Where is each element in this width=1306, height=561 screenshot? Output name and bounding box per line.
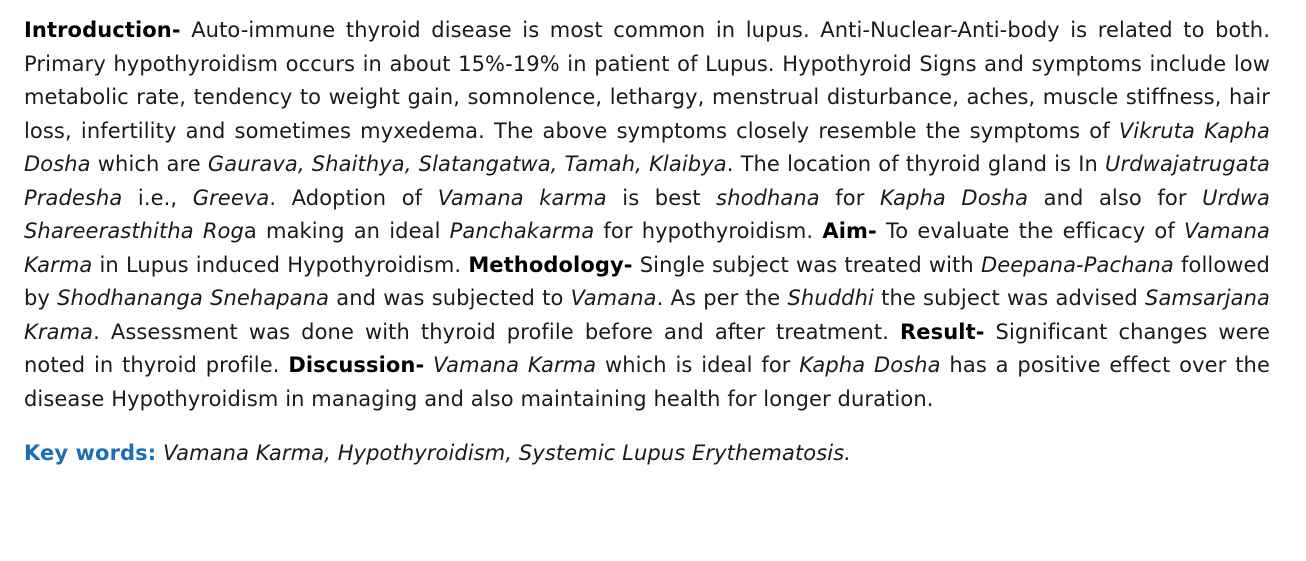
italic-term: Vamana Karma: [424, 353, 597, 377]
text-segment: which are: [90, 152, 208, 176]
italic-term: Vamana karma: [437, 185, 607, 210]
italic-term: Vikruta Kapha Dosha: [24, 118, 1270, 176]
italic-term: Shodhananga Snehapana: [57, 286, 330, 310]
text-segment: is best: [606, 185, 717, 210]
text-segment: for: [819, 185, 880, 210]
text-segment: . Adoption of: [269, 185, 438, 210]
text-segment: . Assessment was done with thyroid profile before and after treatment.: [93, 319, 901, 344]
text-segment: has a positive effect over the disease Hypothyroidism in managing and also maintaining health for longer duration.: [24, 353, 1270, 411]
discussion-heading: Discussion-: [288, 353, 425, 377]
abstract-page: [24, 14, 1270, 471]
text-segment: for hypothyroidism.: [594, 219, 823, 243]
italic-term: Shuddhi: [787, 286, 874, 310]
italic-term: Kapha Dosha: [799, 353, 941, 377]
result-heading: Result-: [900, 319, 985, 344]
text-segment: and was subjected to: [329, 286, 571, 310]
keywords-label: Key words:: [24, 441, 157, 465]
italic-term: Samsarjana Krama: [24, 286, 1270, 344]
text-segment: and also for: [1028, 185, 1203, 210]
italic-term: shodhana: [716, 185, 820, 210]
methodology-heading: Methodology-: [468, 252, 633, 277]
italic-term: Gaurava, Shaithya, Slatangatwa, Tamah, Klaibya: [207, 152, 727, 176]
text-segment: the subject was advised: [873, 286, 1146, 310]
text-segment: which is ideal for: [596, 353, 800, 377]
text-segment: To evaluate the efficacy of: [876, 219, 1185, 243]
text-segment: Significant changes were noted in thyroid profile.: [24, 319, 1270, 377]
text-segment: Auto-immune thyroid disease is most common in lupus. Anti-Nuclear-Anti-body is related to both. Primary hypothyroidism occurs in about 15%-19% in patient of Lupus. Hypothyroid Signs and symptoms include low metabolic rate, tendency to weight gain, somnolence, lethargy, menstrual disturbance, aches, muscle stiffness, hair loss, infertility and sometimes myxedema. The above symptoms closely resemble the symptoms of: [24, 18, 1270, 143]
italic-term: Vamana: [570, 286, 657, 310]
text-segment: . As per the: [656, 286, 788, 310]
abstract-paragraph: [24, 14, 1270, 416]
text-segment: in Lupus induced Hypothyroidism.: [92, 252, 469, 277]
italic-term: Panchakarma: [449, 219, 595, 243]
italic-term: Greeva: [192, 185, 270, 210]
italic-term: Kapha Dosha: [880, 185, 1029, 210]
italic-term: Urdwajatrugata Pradesha: [24, 152, 1270, 210]
text-segment: a making an ideal: [243, 219, 450, 243]
text-segment: Single subject was treated with: [632, 252, 981, 277]
aim-heading: Aim-: [822, 219, 877, 243]
italic-term: Deepana-Pachana: [980, 252, 1174, 277]
text-segment: followed by: [24, 252, 1270, 310]
introduction-heading: Introduction-: [24, 18, 181, 42]
italic-term: Vamana Karma: [24, 219, 1271, 277]
text-segment: i.e.,: [122, 185, 193, 210]
text-segment: . The location of thyroid gland is In: [726, 152, 1106, 176]
keywords-line: [24, 437, 1270, 471]
keywords-text: Vamana Karma, Hypothyroidism, Systemic Lupus Erythematosis.: [156, 441, 852, 465]
italic-term: Urdwa Shareerasthitha Rog: [24, 185, 1270, 243]
